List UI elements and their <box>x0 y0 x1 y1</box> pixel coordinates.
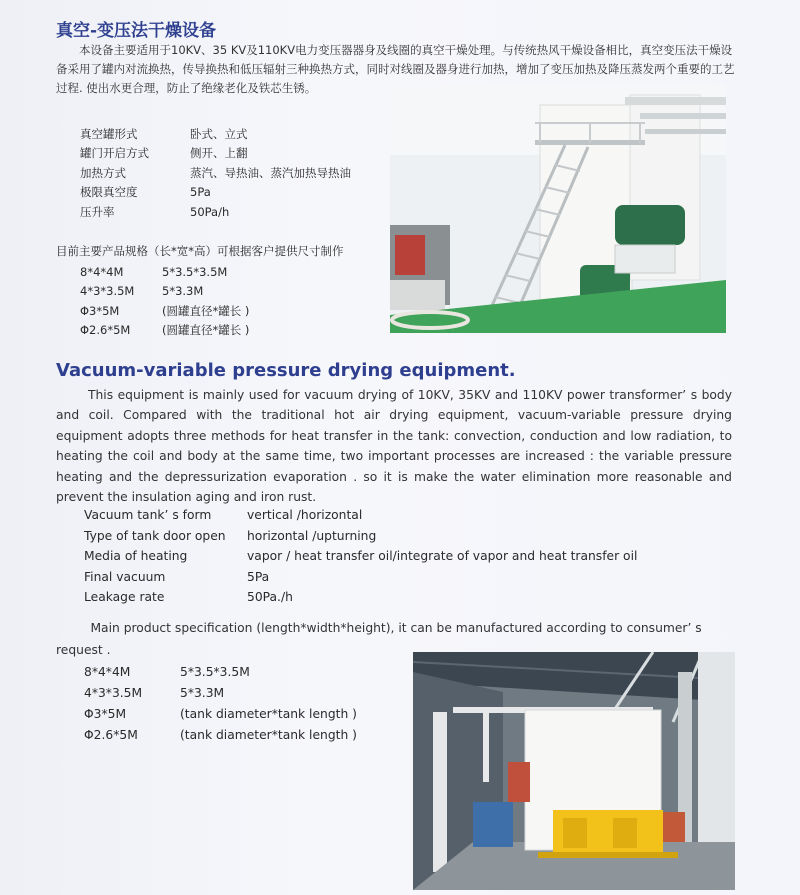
en-size-primary: 8*4*4M <box>84 664 131 679</box>
cn-spec-row <box>80 163 400 183</box>
en-intro-paragraph: This equipment is mainly used for vacuum drying of 10KV, 35KV and 110KV power transformer’ s body and coil. Compared with the traditional hot air drying equipment, vacuum-variable pressure drying equipment adopts three methods for heat transfer in the tank: convection, conduction and low radiation, to heating the coil and body at the same time, two important processes are increased : the variable pressure heating and the depressurization evaporation . so it is make the water elimination more reasonable and prevent the insulation aging and iron rust. <box>56 388 732 505</box>
cn-products-title: 目前主要产品规格（长*宽*高）可根据客户提供尺寸制作 <box>56 244 344 258</box>
en-size-list <box>84 661 404 745</box>
cn-spec-row <box>80 124 400 144</box>
en-size-secondary: (tank diameter*tank length ) <box>180 706 357 721</box>
cn-size-list <box>80 262 390 340</box>
cn-spec-list <box>80 124 400 222</box>
cn-spec-row <box>80 144 400 164</box>
en-size-primary: 4*3*3.5M <box>84 685 143 700</box>
cn-size-primary: 8*4*4M <box>80 264 124 279</box>
en-size-row <box>84 703 404 724</box>
en-spec-label: Media of heating <box>84 549 188 564</box>
equipment-photo-top-graphic <box>390 85 726 333</box>
cn-size-row <box>80 262 390 282</box>
en-spec-value: vertical /horizontal <box>247 508 363 523</box>
en-spec-label: Vacuum tank’ s form <box>84 508 212 523</box>
en-size-row <box>84 682 404 703</box>
cn-spec-value: 5Pa <box>190 185 211 200</box>
cn-spec-label: 真空罐形式 <box>80 126 138 141</box>
cn-size-secondary: 5*3.5*3.5M <box>162 264 228 279</box>
en-size-primary: Φ2.6*5M <box>84 727 138 742</box>
en-spec-row <box>84 567 704 588</box>
en-section-title: Vacuum-variable pressure drying equipment. <box>56 360 516 381</box>
equipment-photo-top <box>390 85 726 333</box>
cn-spec-value: 侧开、上翻 <box>190 146 248 161</box>
cn-size-primary: 4*3*3.5M <box>80 284 135 299</box>
cn-spec-row <box>80 202 400 222</box>
en-spec-row <box>84 587 704 608</box>
en-spec-value: horizontal /upturning <box>247 528 377 543</box>
en-spec-value: 50Pa./h <box>247 590 293 605</box>
cn-spec-label: 罐门开启方式 <box>80 146 149 161</box>
en-size-row <box>84 661 404 682</box>
cn-size-secondary: (圆罐直径*罐长 ) <box>162 323 250 338</box>
cn-size-primary: Φ2.6*5M <box>80 323 131 338</box>
cn-size-primary: Φ3*5M <box>80 303 120 318</box>
cn-spec-value: 蒸汽、导热油、蒸汽加热导热油 <box>190 165 351 180</box>
cn-size-row <box>80 321 390 341</box>
en-size-primary: Φ3*5M <box>84 706 127 721</box>
cn-spec-value: 卧式、立式 <box>190 126 248 141</box>
en-spec-list <box>84 505 704 608</box>
cn-spec-value: 50Pa/h <box>190 204 230 219</box>
en-spec-label: Type of tank door open <box>84 528 226 543</box>
en-spec-label: Leakage rate <box>84 590 165 605</box>
en-products-title: Main product specification (length*width*height), it can be manufactured according to consumer’ s request . <box>56 621 702 657</box>
en-size-secondary: 5*3.3M <box>180 685 225 700</box>
cn-section-title: 真空-变压法干燥设备 <box>56 21 217 41</box>
cn-spec-row <box>80 183 400 203</box>
en-spec-row <box>84 546 704 567</box>
cn-size-row <box>80 301 390 321</box>
en-size-row <box>84 724 404 745</box>
cn-size-secondary: 5*3.3M <box>162 284 204 299</box>
en-spec-value: 5Pa <box>247 569 270 584</box>
equipment-photo-bottom <box>413 652 735 890</box>
cn-size-secondary: (圆罐直径*罐长 ) <box>162 303 250 318</box>
cn-spec-label: 极限真空度 <box>80 185 138 200</box>
equipment-photo-bottom-graphic <box>413 652 735 890</box>
cn-intro-paragraph: 本设备主要适用于10KV、35 KV及110KV电力变压器器身及线圈的真空干燥处理。与传统热风干燥设备相比，真空变压法干燥设备采用了罐内对流换热，传导换热和低压辐射三种换热方式，同时对线圈及器身进行加热，增加了变压加热及降压蒸发两个重要的工艺过程. 使出水更合理，防止了绝缘老化及铁芯生锈。 <box>56 43 735 95</box>
en-size-secondary: 5*3.5*3.5M <box>180 664 250 679</box>
en-spec-row <box>84 505 704 526</box>
cn-spec-label: 加热方式 <box>80 165 126 180</box>
en-spec-value: vapor / heat transfer oil/integrate of vapor and heat transfer oil <box>247 549 638 564</box>
en-spec-row <box>84 526 704 547</box>
en-spec-label: Final vacuum <box>84 569 166 584</box>
cn-spec-label: 压升率 <box>80 204 115 219</box>
en-size-secondary: (tank diameter*tank length ) <box>180 727 357 742</box>
cn-size-row <box>80 282 390 302</box>
